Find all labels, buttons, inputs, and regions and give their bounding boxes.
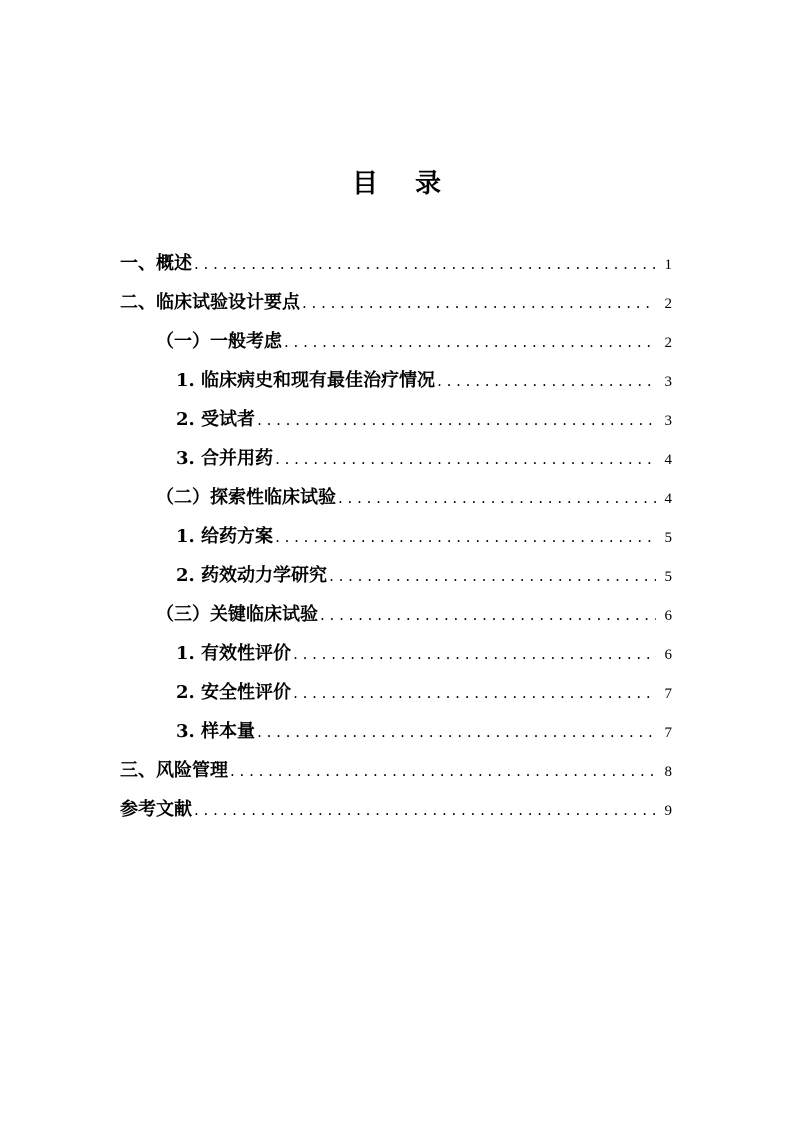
toc-entry-dosing-regimen[interactable]	[120, 517, 672, 556]
toc-dot-leader	[329, 557, 656, 596]
toc-dot-leader	[338, 479, 656, 518]
toc-page-number: 2	[664, 335, 672, 351]
toc-entry-label: 1. 临床病史和现有最佳治疗情况	[176, 370, 436, 391]
toc-entry-overview[interactable]	[120, 244, 672, 283]
toc-dot-leader	[257, 713, 656, 752]
toc-dot-leader	[437, 362, 656, 401]
toc-entry-label: 参考文献	[120, 799, 192, 820]
toc-entry-label: 2. 安全性评价	[176, 682, 292, 703]
toc-page-number: 2	[664, 296, 672, 312]
toc-entry-label: 一、概述	[120, 253, 192, 274]
toc-dot-leader	[320, 596, 656, 635]
toc-dot-leader	[230, 752, 656, 791]
toc-entry-label: 3. 合并用药	[176, 448, 274, 469]
toc-dot-leader	[257, 401, 656, 440]
toc-page-number: 3	[664, 413, 672, 429]
toc-entry-label: 二、临床试验设计要点	[120, 292, 300, 313]
toc-entry-efficacy[interactable]	[120, 634, 672, 673]
toc-entry-label: （三）关键临床试验	[156, 604, 318, 625]
toc-entry-concomitant-medication[interactable]	[120, 439, 672, 478]
toc-list	[120, 244, 672, 829]
toc-entry-clinical-history[interactable]	[120, 361, 672, 400]
toc-dot-leader	[293, 674, 656, 713]
toc-page-number: 1	[664, 257, 672, 273]
toc-dot-leader	[194, 791, 656, 830]
toc-dot-leader	[275, 518, 656, 557]
toc-entry-label: 2. 受试者	[176, 409, 256, 430]
toc-entry-label: 2. 药效动力学研究	[176, 565, 328, 586]
toc-entry-design-points[interactable]	[120, 283, 672, 322]
toc-page-number: 6	[664, 608, 672, 624]
toc-entry-label: 3. 样本量	[176, 721, 256, 742]
toc-dot-leader	[293, 635, 656, 674]
toc-page-number: 8	[664, 764, 672, 780]
toc-page-number: 5	[664, 530, 672, 546]
toc-entry-label: 1. 给药方案	[176, 526, 274, 547]
toc-entry-safety[interactable]	[120, 673, 672, 712]
toc-page-number: 4	[664, 452, 672, 468]
toc-dot-leader	[302, 284, 656, 323]
toc-entry-exploratory-trials[interactable]	[120, 478, 672, 517]
toc-page-number: 9	[664, 803, 672, 819]
toc-entry-risk-management[interactable]	[120, 751, 672, 790]
toc-entry-sample-size[interactable]	[120, 712, 672, 751]
toc-entry-label: 1. 有效性评价	[176, 643, 292, 664]
toc-entry-label: （一）一般考虑	[156, 331, 282, 352]
toc-entry-pharmacodynamics[interactable]	[120, 556, 672, 595]
toc-page-number: 7	[664, 686, 672, 702]
toc-page-number: 5	[664, 569, 672, 585]
toc-entry-pivotal-trials[interactable]	[120, 595, 672, 634]
toc-entry-label: 三、风险管理	[120, 760, 228, 781]
toc-page-number: 7	[664, 725, 672, 741]
toc-page-number: 6	[664, 647, 672, 663]
toc-entry-label: （二）探索性临床试验	[156, 487, 336, 508]
toc-entry-general-considerations[interactable]	[120, 322, 672, 361]
toc-dot-leader	[194, 245, 656, 284]
toc-page-number: 3	[664, 374, 672, 390]
toc-entry-subjects[interactable]	[120, 400, 672, 439]
toc-page-number: 4	[664, 491, 672, 507]
toc-dot-leader	[275, 440, 656, 479]
toc-dot-leader	[284, 323, 656, 362]
toc-entry-references[interactable]	[120, 790, 672, 829]
toc-title: 目 录	[351, 169, 456, 199]
